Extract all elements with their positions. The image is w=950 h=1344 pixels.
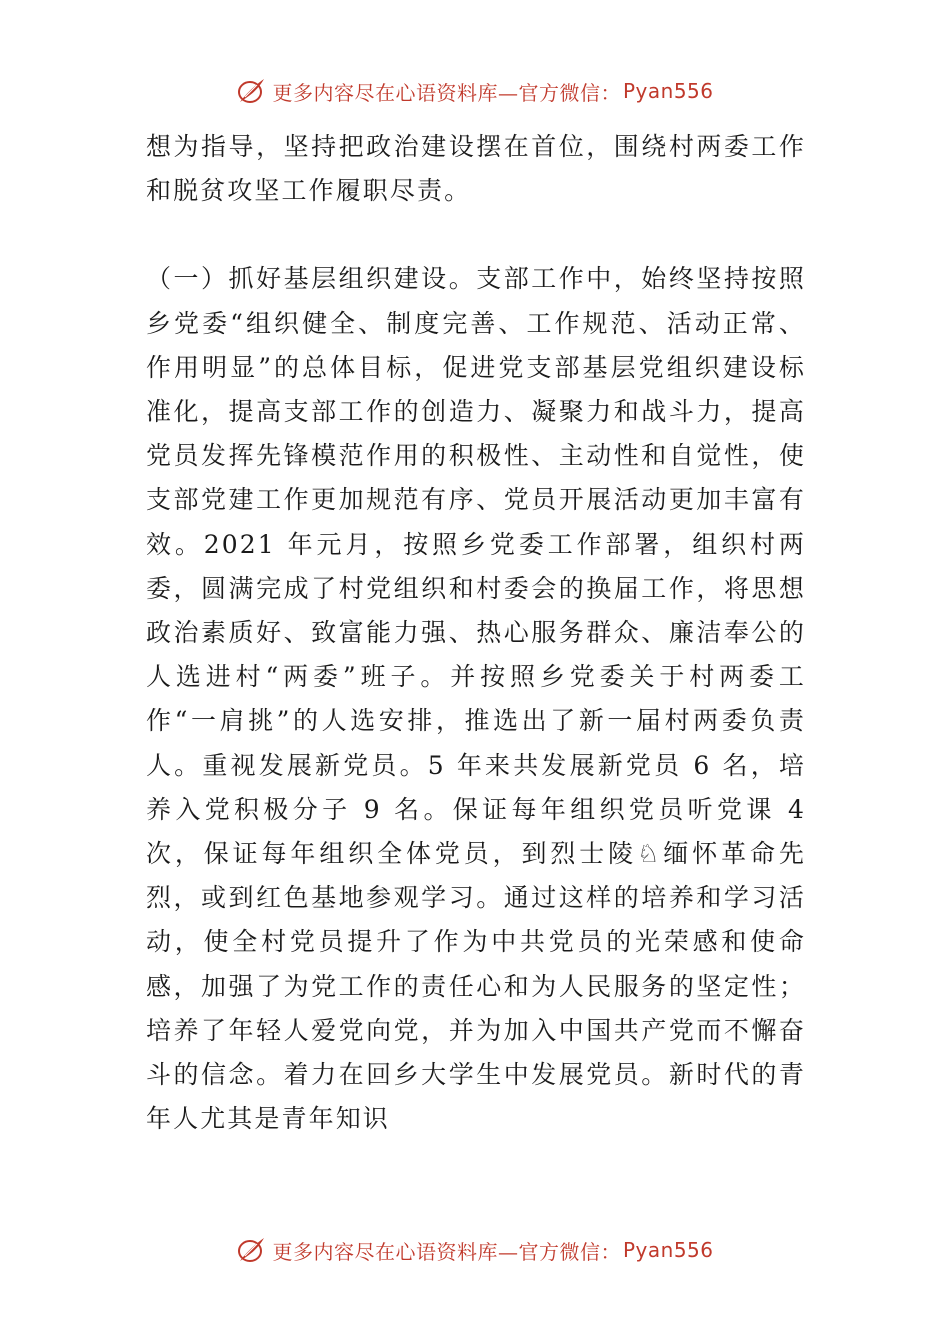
feather-quill-icon [236,76,266,106]
feather-quill-icon [236,1235,266,1265]
footer-watermark [0,1235,950,1265]
header-watermark [0,76,950,106]
watermark-brand: Pyan556 [622,1238,714,1262]
document-body [146,125,806,1141]
paragraph-continued: 想为指导，坚持把政治建设摆在首位，围绕村两委工作和脱贫攻坚工作履职尽责。 [146,132,806,206]
watermark-brand: Pyan556 [622,79,714,103]
paragraph-organization-building: （一）抓好基层组织建设。支部工作中，始终坚持按照乡党委“组织健全、制度完善、工作规范、活动正常、作用明显”的总体目标，促进党支部基层党组织建设标准化，提高支部工作的创造力、凝聚力和战斗力，提高党员发挥先锋模范作用的积极性、主动性和自觉性，使支部党建工作更加规范有序、党员开展活动更加丰富有效。2021 年元月，按照乡党委工作部署，组织村两委，圆满完成了村党组织和村委会的换届工作，将思想政治素质好、致富能力强、热心服务群众、廉洁奉公的人选进村“两委”班子。并按照乡党委关于村两委工作“一肩挑”的人选安排，推选出了新一届村两委负责人。重视发展新党员。5 年来共发展新党员 6 名，培养入党积极分子 9 名。保证每年组织党员听党课 4 次，保证每年组织全体党员，到烈士陵♘缅怀革命先烈，或到红色基地参观学习。通过这样的培养和学习活动，使全村党员提升了作为中共党员的光荣感和使命感，加强了为党工作的责任心和为人民服务的坚定性；培养了年轻人爱党向党，并为加入中国共产党而不懈奋斗的信念。着力在回乡大学生中发展党员。新时代的青年人尤其是青年知识 [146,264,806,1134]
watermark-text: 更多内容尽在心语资料库—官方微信： [272,1239,621,1264]
watermark-text: 更多内容尽在心语资料库—官方微信： [272,80,621,105]
